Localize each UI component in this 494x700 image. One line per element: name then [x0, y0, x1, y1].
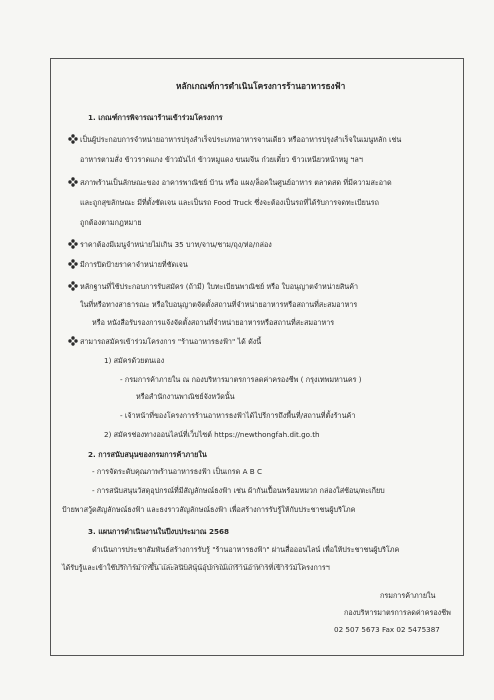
section2-heading: 2. การสนับสนุนของกรมการค้าภายใน	[88, 450, 207, 459]
bullet3-text: ราคาต้องมีเมนูจำหน่ายไม่เกิน 35 บาท/จาน/ชาม/ถุง/ห่อ/กล่อง	[80, 240, 272, 249]
footer-org2: กองบริหารมาตรการลดค่าครองชีพ	[344, 608, 451, 617]
apply-in-person-a-line1: - กรมการค้าภายใน ณ กองบริหารมาตรการลดค่าครองชีพ ( กรุงเทพมหานคร )	[120, 375, 362, 384]
section3-heading: 3. แผนการดำเนินงานในปีงบประมาณ 2568	[88, 527, 229, 536]
footer-phone: 02 507 5673 Fax 02 5475387	[334, 625, 440, 634]
bullet6-text: สามารถสมัครเข้าร่วมโครงการ "ร้านอาหารธงฟ้า" ได้ ดังนี้	[80, 337, 262, 346]
support-item2-line2: ป้ายพาสวู้ดสัญลักษณ์ธงฟ้า และธงราวสัญลักษณ์ธงฟ้า เพื่อสร้างการรับรู้ให้กับประชาชนผู้บริโภค	[62, 505, 356, 514]
apply-in-person-a-line2: หรือสำนักงานพาณิชย์จังหวัดนั้น	[136, 392, 235, 401]
plan-paragraph-line1: ดำเนินการประชาสัมพันธ์สร้างการรับรู้ "ร้านอาหารธงฟ้า" ผ่านสื่อออนไลน์ เพื่อให้ประชาชนผู้บริโภค	[92, 545, 400, 554]
bullet2-line2: และถูกสุขลักษณะ มีที่ตั้งชัดเจน และเป็นรถ Food Truck ซึ่งจะต้องเป็นรถที่ได้รับการจดทะเบียนรถ	[80, 198, 379, 207]
bullet5-line2: ในที่หรือทางสาธารณะ หรือใบอนุญาตจัดตั้งสถานที่จำหน่ายอาหารหรือสถานที่สะสมอาหาร	[80, 300, 358, 309]
bullet5-line1: หลักฐานที่ใช้ประกอบการรับสมัคร (ถ้ามี) ใบทะเบียนพาณิชย์ หรือ ใบอนุญาตจำหน่ายสินค้า	[80, 282, 359, 291]
bullet4-text: มีการปิดป้ายราคาจำหน่ายที่ชัดเจน	[80, 260, 188, 269]
bullet5-line3: หรือ หนังสือรับรองการแจ้งจัดตั้งสถานที่จำหน่ายอาหารหรือสถานที่สะสมอาหาร	[92, 318, 335, 327]
bullet2-line3: ถูกต้องตามกฎหมาย	[80, 218, 142, 227]
bullet-diamond-icon	[68, 134, 78, 144]
separator-line	[113, 564, 303, 565]
support-item2-line1: - การสนับสนุนวัสดุอุปกรณ์ที่มีสัญลักษณ์ธงฟ้า เช่น ผ้ากันเปื้อนพร้อมหมวก กล่องใส่ช้อน/ตะเกียบ	[92, 486, 385, 495]
plan-paragraph-line2: ได้รับรู้และเข้าใช้บริการมากขึ้น และสนับสนุนอุปกรณ์แก่ร้านอาหารที่เข้าร่วมโครงการฯ	[62, 563, 330, 572]
support-item1: - การจัดระดับคุณภาพร้านอาหารธงฟ้า เป็นเกรด A B C	[92, 467, 263, 476]
bullet-diamond-icon	[68, 336, 78, 346]
document-title: หลักเกณฑ์การดำเนินโครงการร้านอาหารธงฟ้า	[176, 81, 346, 91]
bullet2-line1: สภาพร้านเป็นลักษณะของ อาคารพาณิชย์ บ้าน หรือ แผง/ล็อคในศูนย์อาหาร ตลาดสด ที่มีความสะอาด	[80, 178, 392, 187]
section1-heading: 1. เกณฑ์การพิจารณาร้านเข้าร่วมโครงการ	[88, 113, 223, 122]
apply-in-person-b: - เจ้าหน้าที่ของโครงการร้านอาหารธงฟ้าได้ไปรีการถึงพื้นที่/สถานที่ตั้งร้านค้า	[120, 411, 356, 420]
footer-org1: กรมการค้าภายใน	[380, 591, 436, 600]
apply-online: 2) สมัครช่องทางออนไลน์ที่เว็บไซต์ https://newthongfah.dit.go.th	[104, 430, 320, 439]
bullet-diamond-icon	[68, 239, 78, 249]
apply-in-person: 1) สมัครด้วยตนเอง	[104, 356, 165, 365]
bullet-diamond-icon	[68, 281, 78, 291]
bullet1-line1: เป็นผู้ประกอบการจำหน่ายอาหารปรุงสำเร็จประเภทอาหารจานเดียว หรืออาหารปรุงสำเร็จในเมนูหลัก เช่น	[80, 135, 402, 144]
bullet-diamond-icon	[68, 259, 78, 269]
bullet1-line2: อาหารตามสั่ง ข้าวราดแกง ข้าวมันไก่ ข้าวหมูแดง ขนมจีน ก๋วยเตี๋ยว ข้าวเหนียวหน้าหมู ฯลฯ	[80, 155, 363, 164]
bullet-diamond-icon	[68, 177, 78, 187]
